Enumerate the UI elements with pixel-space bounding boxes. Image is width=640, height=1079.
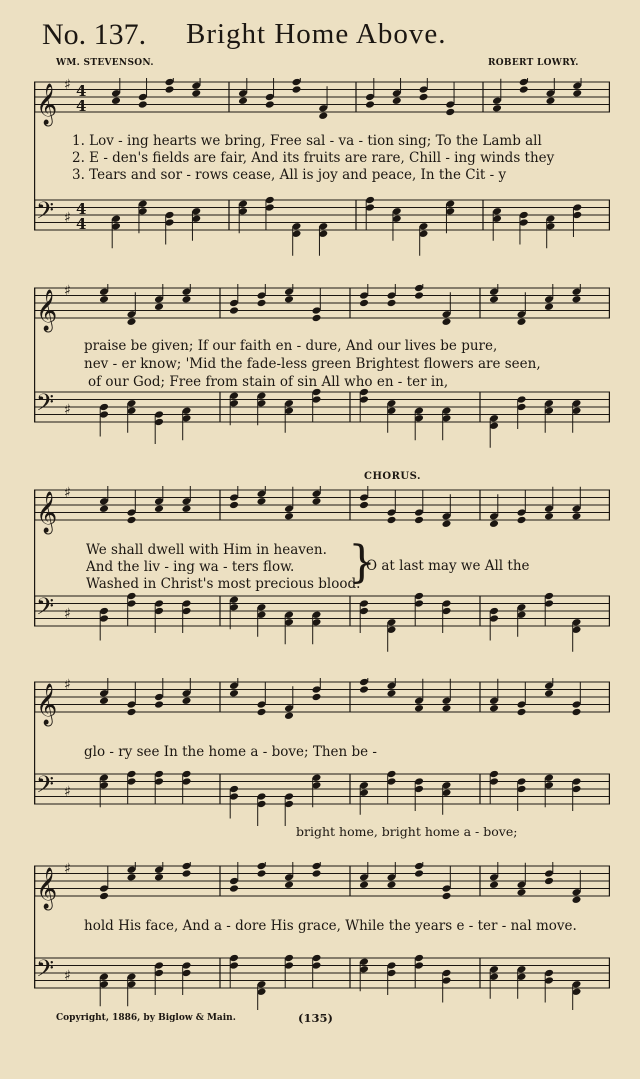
key-sharp-icon: ♯ — [64, 78, 71, 93]
bass-echo-lyric: bright home, bright home a - bove; — [296, 824, 518, 839]
hymn-title: Bright Home Above. — [186, 18, 447, 50]
chorus-line-2: And the liv - ing wa - ters flow. — [86, 559, 295, 575]
treble-staff — [34, 678, 610, 726]
chorus-line-3: Washed in Christ's most precious blood. — [86, 576, 361, 592]
bass-staff — [34, 196, 610, 256]
key-sharp-icon: ♯ — [64, 968, 71, 984]
page-number: (135) — [298, 1011, 333, 1025]
words-credit: WM. STEVENSON. — [56, 58, 154, 68]
treble-clef-icon: 𝄞 — [36, 84, 58, 125]
time-signature-denominator: 4 — [76, 97, 87, 115]
time-signature-numerator: 4 — [76, 200, 87, 218]
music-system-5 — [34, 862, 610, 1010]
key-sharp-icon: ♯ — [64, 784, 71, 800]
chorus-response: O at last may we All the — [366, 558, 530, 574]
chorus-line-4: glo - ry see In the home a - bove; Then be - — [84, 744, 377, 760]
bass-staff — [34, 954, 610, 1010]
music-credit: ROBERT LOWRY. — [488, 58, 579, 68]
verse-1-line-2: praise be given; If our faith en - dure, And our lives be pure, — [84, 338, 498, 354]
verse-2-line-1: 2. E - den's fields are fair, And its fruits are rare, Chill - ing winds they — [72, 150, 555, 166]
chorus-line-1: We shall dwell with Him in heaven. — [86, 542, 327, 558]
treble-clef-icon: 𝄞 — [36, 290, 58, 331]
key-sharp-icon: ♯ — [64, 678, 71, 693]
treble-clef-icon: 𝄞 — [36, 684, 58, 725]
verse-1-line-1: 1. Lov - ing hearts we bring, Free sal - va - tion sing; To the Lamb all — [72, 133, 542, 149]
bass-staff — [34, 388, 610, 448]
time-signature-numerator: 4 — [76, 82, 87, 100]
hymn-number: No. 137. — [42, 18, 147, 51]
treble-clef-icon: 𝄞 — [36, 868, 58, 909]
bass-clef-icon: 𝄢 — [36, 770, 55, 804]
chorus-label: CHORUS. — [364, 471, 421, 482]
chorus-line-5: hold His face, And a - dore His grace, While the years e - ter - nal move. — [84, 918, 577, 934]
brace-symbol: } — [348, 537, 376, 588]
verse-2-line-2: nev - er know; 'Mid the fade-less green Brightest flowers are seen, — [84, 356, 541, 372]
bass-clef-icon: 𝄢 — [36, 592, 55, 626]
key-sharp-icon: ♯ — [64, 606, 71, 622]
treble-staff — [34, 486, 610, 534]
verse-3-line-1: 3. Tears and sor - rows cease, All is joy and peace, In the Cit - y — [72, 167, 507, 183]
time-signature-denominator: 4 — [76, 215, 87, 233]
treble-clef-icon: 𝄞 — [36, 492, 58, 533]
verse-3-line-2: of our God; Free from stain of sin All who en - ter in, — [88, 374, 449, 390]
key-sharp-icon: ♯ — [64, 284, 71, 299]
key-sharp-icon: ♯ — [64, 486, 71, 501]
key-sharp-icon: ♯ — [64, 862, 71, 877]
copyright-notice: Copyright, 1886, by Biglow & Main. — [56, 1013, 236, 1023]
key-sharp-icon: ♯ — [64, 402, 71, 418]
treble-staff — [34, 78, 610, 126]
bass-staff — [34, 592, 610, 652]
bass-clef-icon: 𝄢 — [36, 388, 55, 422]
key-sharp-icon: ♯ — [64, 210, 71, 226]
treble-staff — [34, 862, 610, 910]
bass-staff — [34, 770, 610, 826]
bass-clef-icon: 𝄢 — [36, 196, 55, 230]
bass-clef-icon: 𝄢 — [36, 954, 55, 988]
treble-staff — [34, 284, 610, 332]
